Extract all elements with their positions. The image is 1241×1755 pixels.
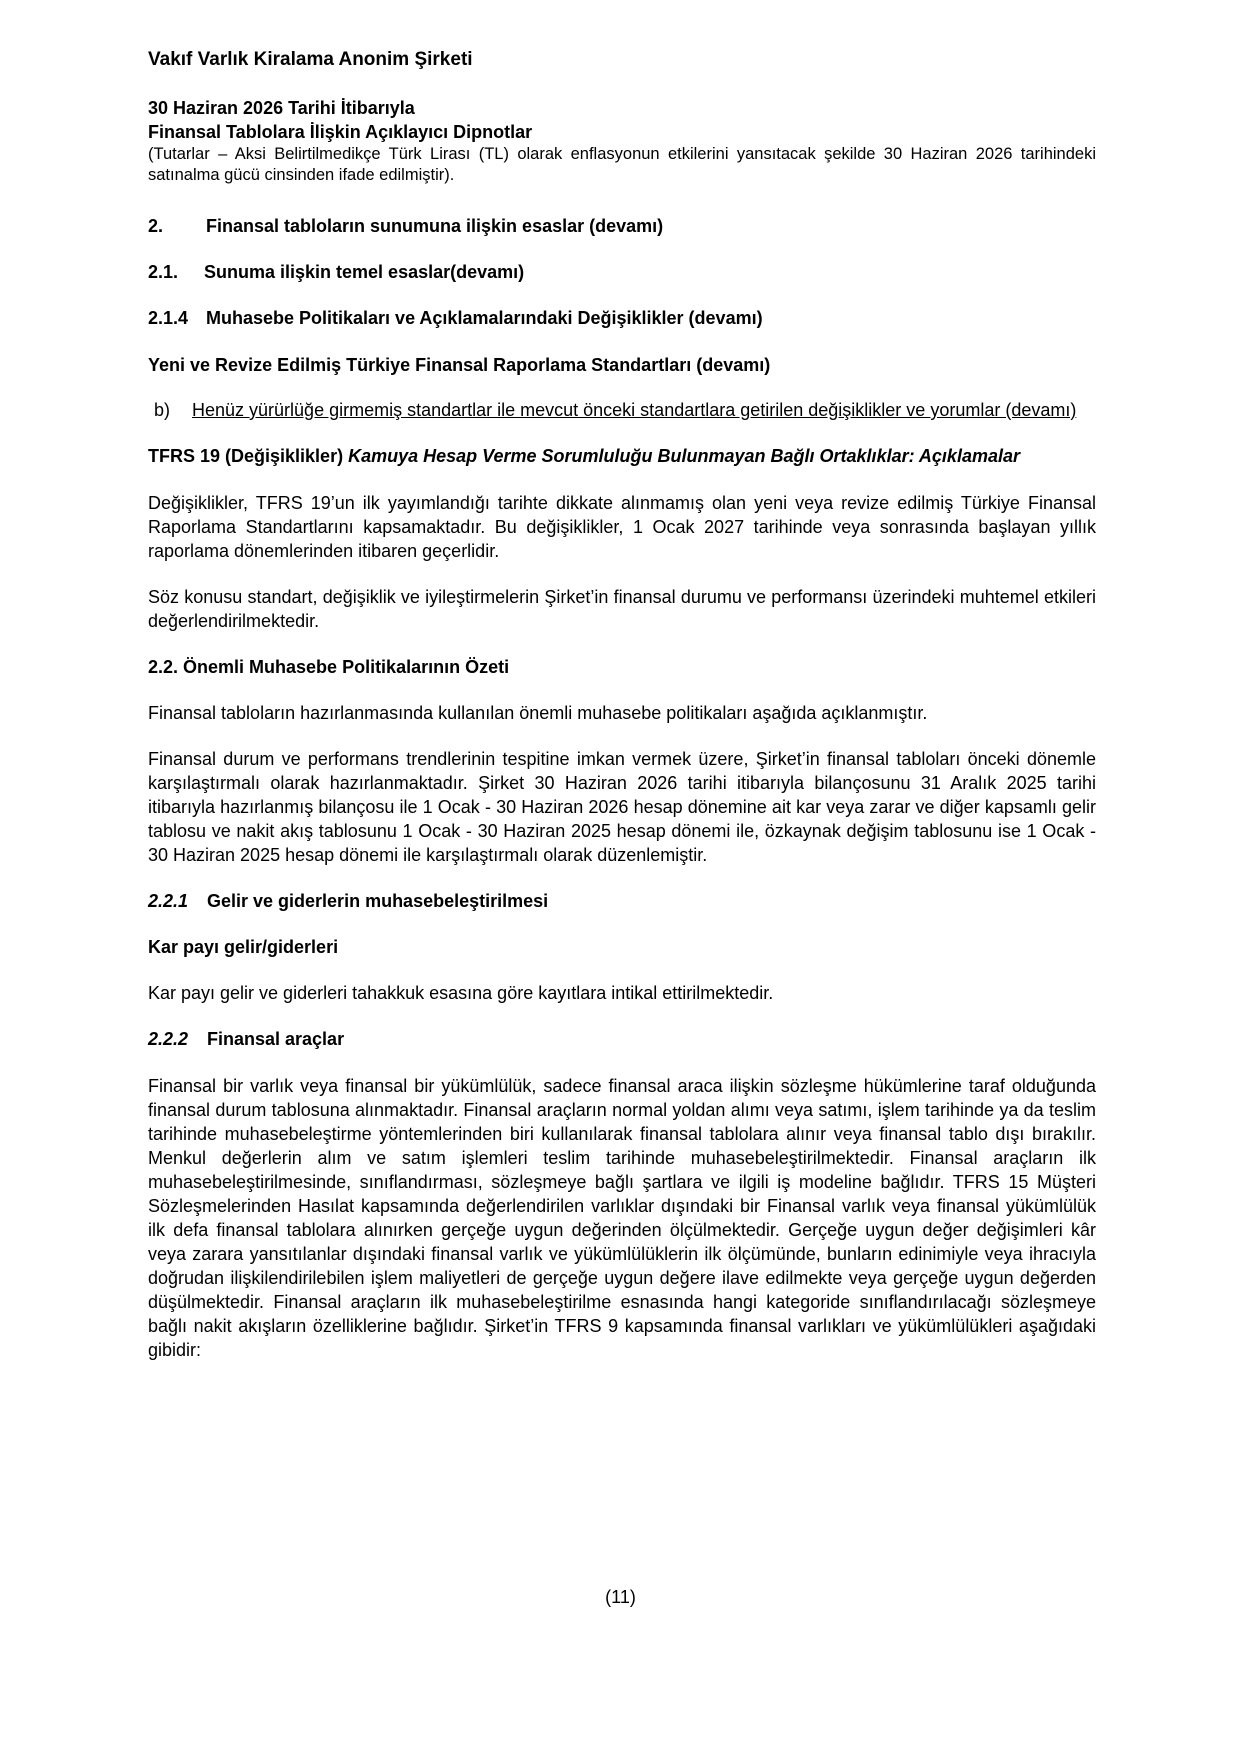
section-title: Gelir ve giderlerin muhasebeleştirilmesi <box>207 891 549 911</box>
section-title: Finansal araçlar <box>207 1029 345 1049</box>
paragraph: Değişiklikler, TFRS 19’un ilk yayımlandığı tarihte dikkate alınmamış olan yeni veya revize edilmiş Türkiye Finansal Raporlama Standartlarını kapsamaktadır. Bu değişiklikler, 1 Ocak 2027 tarihinde veya sonrasında başlayan yıllık raporlama dönemlerinden itibaren geçerlidir. <box>148 493 1096 561</box>
page-number: (11) <box>605 1587 636 1607</box>
section-title: Finansal tabloların sunumuna ilişkin esaslar (devamı) <box>206 216 664 236</box>
company-name: Vakıf Varlık Kiralama Anonim Şirketi <box>148 49 473 70</box>
tfrs19-heading <box>148 444 1096 468</box>
document-page <box>148 48 1096 1362</box>
section-number: 2. <box>148 216 164 236</box>
section-2-1-heading <box>148 260 1096 284</box>
kar-payi-heading: Kar payı gelir/giderleri <box>148 937 339 957</box>
paragraph: Söz konusu standart, değişiklik ve iyileştirmelerin Şirket’in finansal durumu ve performansı üzerindeki muhtemel etkileri değerlendirilmektedir. <box>148 587 1096 631</box>
section-title: Muhasebe Politikaları ve Açıklamalarındaki Değişiklikler (devamı) <box>206 308 763 328</box>
section-2-2-2-heading <box>148 1027 1096 1051</box>
standards-heading: Yeni ve Revize Edilmiş Türkiye Finansal Raporlama Standartları (devamı) <box>148 355 771 375</box>
section-2-1-4-heading <box>148 306 1096 330</box>
list-item-b <box>148 398 1096 422</box>
section-2-heading <box>148 214 1096 238</box>
section-title: Sunuma ilişkin temel esaslar(devamı) <box>204 262 525 282</box>
report-title: Finansal Tablolara İlişkin Açıklayıcı Dipnotlar <box>148 122 533 142</box>
paragraph: Kar payı gelir ve giderleri tahakkuk esasına göre kayıtlara intikal ettirilmektedir. <box>148 983 774 1003</box>
section-2-2-heading: 2.2. Önemli Muhasebe Politikalarının Özeti <box>148 657 510 677</box>
section-number: 2.2.1 <box>148 891 189 911</box>
section-2-2-1-heading <box>148 889 1096 913</box>
currency-note: (Tutarlar – Aksi Belirtilmedikçe Türk Lirası (TL) olarak enflasyonun etkilerini yansıtacak şekilde 30 Haziran 2026 tarihindeki satınalma gücü cinsinden ifade edilmiştir). <box>148 145 1096 184</box>
tfrs19-prefix: TFRS 19 (Değişiklikler) <box>148 446 344 466</box>
section-number: 2.2.2 <box>148 1029 189 1049</box>
report-date: 30 Haziran 2026 Tarihi İtibarıyla <box>148 98 415 118</box>
tfrs19-italic-title: Kamuya Hesap Verme Sorumluluğu Bulunmayan Bağlı Ortaklıklar: Açıklamalar <box>348 446 1020 466</box>
paragraph: Finansal tabloların hazırlanmasında kullanılan önemli muhasebe politikaları aşağıda açıklanmıştır. <box>148 703 928 723</box>
section-number: 2.1. <box>148 262 179 282</box>
section-number: 2.1.4 <box>148 308 189 328</box>
list-item-text: Henüz yürürlüğe girmemiş standartlar ile mevcut önceki standartlara getirilen değişiklikler ve yorumlar (devamı) <box>192 400 1077 420</box>
paragraph: Finansal durum ve performans trendlerinin tespitine imkan vermek üzere, Şirket’in finansal tabloları önceki dönemle karşılaştırmalı olarak hazırlanmaktadır. Şirket 30 Haziran 2026 tarihi itibarıyla bilançosunu 31 Aralık 2025 tarihi itibarıyla hazırlanmış bilançosu ile 1 Ocak - 30 Haziran 2026 hesap dönemine ait kar veya zarar ve diğer kapsamlı gelir tablosu ve nakit akış tablosunu 1 Ocak - 30 Haziran 2025 hesap dönemi ile, özkaynak değişim tablosunu ise 1 Ocak - 30 Haziran 2025 hesap dönemi ile karşılaştırmalı olarak düzenlemiştir. <box>148 749 1096 865</box>
paragraph: Finansal bir varlık veya finansal bir yükümlülük, sadece finansal araca ilişkin sözleşme hükümlerine taraf olduğunda finansal durum tablosuna alınmaktadır. Finansal araçların normal yoldan alımı veya satımı, işlem tarihinde ya da teslim tarihinde muhasebeleştirme yöntemlerinden biri kullanılarak finansal tablolara alınır veya finansal tablo dışı bırakılır. Menkul değerlerin alım ve satım işlemleri teslim tarihinde muhasebeleştirilmektedir. Finansal araçların ilk muhasebeleştirilmesinde, sınıflandırması, sözleşmeye bağlı şartlara ve ilgili iş modeline bağlıdır. TFRS 15 Müşteri Sözleşmelerinden Hasılat kapsamında değerlendirilen varlıklar dışındaki bir Finansal varlık veya finansal yükümlülük ilk defa finansal tablolara alınırken gerçeğe uygun değerinden ölçülmektedir. Gerçeğe uygun değer değişimleri kâr veya zarara yansıtılanlar dışındaki finansal varlık ve yükümlülüklerin ilk ölçümünde, bunların edinimiyle veya ihracıyla doğrudan ilişkilendirilebilen işlem maliyetleri de gerçeğe uygun değere ilave edilmekte veya gerçeğe uygun değerden düşülmektedir. Finansal araçların ilk muhasebeleştirilme esnasında hangi kategoride sınıflandırılacağı sözleşmeye bağlı nakit akışların özelliklerine bağlıdır. Şirket’in TFRS 9 kapsamında finansal varlıkları ve yükümlülükleri aşağıdaki gibidir: <box>148 1076 1096 1360</box>
list-letter: b) <box>154 400 171 420</box>
